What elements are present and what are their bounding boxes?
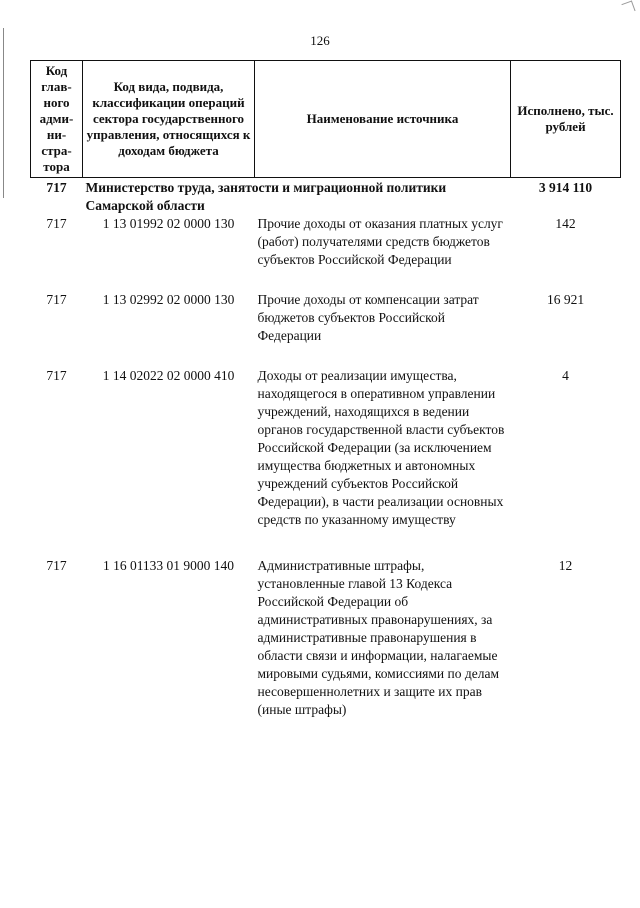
row-type-code: 1 16 01133 01 9000 140 [102,558,235,573]
row-admin-code: 717 [46,368,67,383]
row-amount: 16 921 [546,292,585,307]
ministry-amount: 3 914 110 [538,180,593,195]
corner-mark [621,0,635,14]
table-row [31,215,621,269]
row-name: Доходы от реализации имущества, находящегося в оперативном управлении учреждений, находящихся в ведении органов государственной власти субъектов Российской Федерации (за исключением имущества бюджетных и автономных учреждений субъектов Российской Федерации), в части реализации основных средств по указанному имуществу [257,368,505,527]
row-name: Административные штрафы, установленные главой 13 Кодекса Российской Федерации об административных правонарушениях, за административные правонарушения в области связи и информации, налагаемые мировыми судьями, комиссиями по делам несовершеннолетних и защите их прав (иные штрафы) [257,558,499,717]
row-amount: 142 [555,216,576,231]
header-source-name: Наименование источника [255,61,511,178]
row-amount: 12 [558,558,573,573]
table-row [31,367,621,529]
ministry-name: Министерство труда, занятости и миграционной политики Самарской области [85,180,447,213]
row-name: Прочие доходы от оказания платных услуг (работ) получателями средств бюджетов субъектов Российской Федерации [257,216,503,267]
row-admin-code: 717 [46,558,67,573]
header-type-code: Код вида, подвида, классификации операций сектора государственного управления, относящихся к доходам бюджета [83,61,255,178]
row-type-code: 1 14 02022 02 0000 410 [102,368,235,383]
row-spacer [31,269,621,291]
header-executed: Исполнено, тыс. рублей [511,61,621,178]
page-number: 126 [310,33,330,48]
row-type-code: 1 13 02992 02 0000 130 [102,292,235,307]
row-admin-code: 717 [46,216,67,231]
header-admin-code: Код глав-ного адми-ни-стра-тора [31,61,83,178]
table-row [31,291,621,345]
row-name: Прочие доходы от компенсации затрат бюджетов субъектов Российской Федерации [257,292,479,343]
revenue-table [30,60,621,719]
row-type-code: 1 13 01992 02 0000 130 [102,216,235,231]
margin-rule [3,28,4,198]
ministry-row [31,178,621,216]
table-row [31,557,621,719]
row-spacer [31,345,621,367]
row-spacer [31,529,621,557]
ministry-code: 717 [46,180,67,195]
row-amount: 4 [562,368,569,383]
row-admin-code: 717 [46,292,67,307]
table-header-row [31,61,621,178]
